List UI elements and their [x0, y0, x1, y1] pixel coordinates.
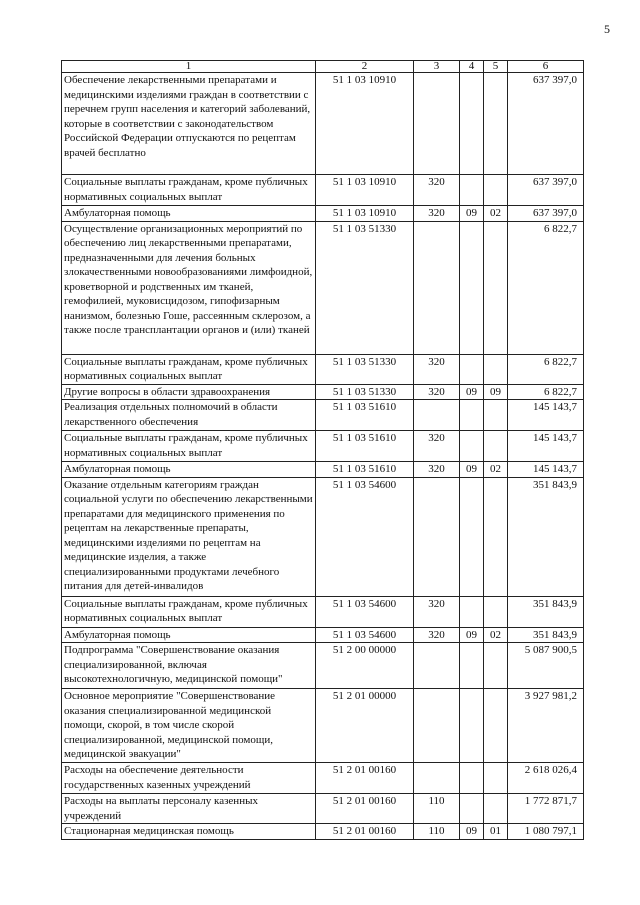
row-sum: 145 143,7	[508, 462, 584, 478]
row-sum: 1 080 797,1	[508, 824, 584, 840]
row-sum: 145 143,7	[508, 431, 584, 462]
row-pr	[484, 354, 508, 384]
row-sum: 637 397,0	[508, 175, 584, 206]
row-rz	[460, 763, 484, 794]
row-vr	[414, 221, 460, 354]
row-name: Другие вопросы в области здравоохранения	[62, 384, 316, 400]
row-rz	[460, 794, 484, 824]
row-pr	[484, 175, 508, 206]
row-name: Оказание отдельным категориям граждан социальной услуги по обеспечению лекарственными препаратами для медицинского применения по рецептам на лекарственные препараты, медицинскими изделиями по рецептам на медицинские изделия, а также специализированными продуктами лечебного питания для детей-инвалидов	[62, 477, 316, 596]
row-csr: 51 2 01 00000	[316, 689, 414, 763]
row-rz: 09	[460, 384, 484, 400]
row-sum: 5 087 900,5	[508, 643, 584, 689]
row-csr: 51 1 03 10910	[316, 175, 414, 206]
row-pr	[484, 73, 508, 175]
row-name: Расходы на выплаты персоналу казенных учреждений	[62, 794, 316, 824]
row-pr	[484, 400, 508, 431]
row-name: Расходы на обеспечение деятельности государственных казенных учреждений	[62, 763, 316, 794]
row-rz	[460, 596, 484, 627]
row-pr: 02	[484, 627, 508, 643]
row-rz: 09	[460, 627, 484, 643]
row-pr: 01	[484, 824, 508, 840]
row-name: Социальные выплаты гражданам, кроме публичных нормативных социальных выплат	[62, 354, 316, 384]
row-pr	[484, 763, 508, 794]
row-rz: 09	[460, 462, 484, 478]
row-rz	[460, 73, 484, 175]
row-vr	[414, 763, 460, 794]
row-sum: 6 822,7	[508, 384, 584, 400]
row-rz: 09	[460, 824, 484, 840]
row-pr: 02	[484, 462, 508, 478]
row-rz	[460, 643, 484, 689]
row-vr: 320	[414, 384, 460, 400]
col-header-5: 5	[484, 61, 508, 73]
row-csr: 51 1 03 51330	[316, 384, 414, 400]
row-sum: 2 618 026,4	[508, 763, 584, 794]
row-rz	[460, 400, 484, 431]
row-vr: 320	[414, 462, 460, 478]
row-name: Амбулаторная помощь	[62, 627, 316, 643]
row-sum: 3 927 981,2	[508, 689, 584, 763]
row-name: Реализация отдельных полномочий в области лекарственного обеспечения	[62, 400, 316, 431]
row-pr	[484, 596, 508, 627]
col-header-6: 6	[508, 61, 584, 73]
row-sum: 637 397,0	[508, 206, 584, 222]
table-row	[62, 221, 584, 354]
row-sum: 1 772 871,7	[508, 794, 584, 824]
row-vr	[414, 400, 460, 431]
row-name: Подпрограмма "Совершенствование оказания специализированной, включая высокотехнологичную, медицинской помощи"	[62, 643, 316, 689]
table-row	[62, 643, 584, 689]
row-vr: 110	[414, 794, 460, 824]
table-row	[62, 354, 584, 384]
row-csr: 51 2 01 00160	[316, 824, 414, 840]
row-csr: 51 1 03 54600	[316, 627, 414, 643]
row-vr	[414, 477, 460, 596]
row-sum: 6 822,7	[508, 354, 584, 384]
table-row	[62, 824, 584, 840]
row-name: Социальные выплаты гражданам, кроме публичных нормативных социальных выплат	[62, 596, 316, 627]
col-header-4: 4	[460, 61, 484, 73]
row-name: Социальные выплаты гражданам, кроме публичных нормативных социальных выплат	[62, 175, 316, 206]
row-rz	[460, 431, 484, 462]
row-csr: 51 1 03 10910	[316, 206, 414, 222]
row-vr	[414, 73, 460, 175]
table-row	[62, 175, 584, 206]
row-vr: 110	[414, 824, 460, 840]
row-csr: 51 2 01 00160	[316, 794, 414, 824]
row-rz	[460, 477, 484, 596]
row-vr: 320	[414, 431, 460, 462]
row-rz	[460, 221, 484, 354]
table-row	[62, 400, 584, 431]
row-csr: 51 2 00 00000	[316, 643, 414, 689]
row-csr: 51 2 01 00160	[316, 763, 414, 794]
row-rz: 09	[460, 206, 484, 222]
row-name: Основное мероприятие "Совершенствование оказания специализированной медицинской помощи, скорой, в том числе скорой специализированной, медицинской помощи, медицинской эвакуации"	[62, 689, 316, 763]
row-vr: 320	[414, 354, 460, 384]
row-sum: 6 822,7	[508, 221, 584, 354]
table-row	[62, 477, 584, 596]
row-rz	[460, 175, 484, 206]
row-sum: 351 843,9	[508, 596, 584, 627]
row-vr: 320	[414, 627, 460, 643]
row-name: Стационарная медицинская помощь	[62, 824, 316, 840]
table-row	[62, 689, 584, 763]
table-row	[62, 206, 584, 222]
table-row	[62, 73, 584, 175]
row-csr: 51 1 03 51610	[316, 400, 414, 431]
col-header-1: 1	[62, 61, 316, 73]
table-row	[62, 384, 584, 400]
row-csr: 51 1 03 51610	[316, 431, 414, 462]
row-vr	[414, 643, 460, 689]
row-csr: 51 1 03 51330	[316, 354, 414, 384]
header-row	[62, 61, 584, 73]
row-vr: 320	[414, 206, 460, 222]
row-vr	[414, 689, 460, 763]
row-pr	[484, 643, 508, 689]
row-pr	[484, 477, 508, 596]
row-csr: 51 1 03 51610	[316, 462, 414, 478]
table-row	[62, 596, 584, 627]
row-pr	[484, 794, 508, 824]
row-csr: 51 1 03 54600	[316, 596, 414, 627]
row-name: Обеспечение лекарственными препаратами и медицинскими изделиями граждан в соответствии с перечнем групп населения и категорий заболеваний, которые в соответствии с законодательством Российской Федерации отпускаются по рецептам врачей бесплатно	[62, 73, 316, 175]
row-pr: 09	[484, 384, 508, 400]
row-rz	[460, 689, 484, 763]
row-csr: 51 1 03 54600	[316, 477, 414, 596]
page-number: 5	[604, 22, 610, 36]
col-header-3: 3	[414, 61, 460, 73]
row-name: Осуществление организационных мероприятий по обеспечению лиц лекарственными препаратами, предназначенными для лечения больных злокачественными новообразованиями лимфоидной, кроветворной и родственных им тканей, гемофилией, муковисцидозом, гипофизарным нанизмом, болезнью Гоше, рассеянным склерозом, а также после трансплантации органов и (или) тканей	[62, 221, 316, 354]
row-pr	[484, 689, 508, 763]
row-pr	[484, 431, 508, 462]
col-header-2: 2	[316, 61, 414, 73]
row-name: Социальные выплаты гражданам, кроме публичных нормативных социальных выплат	[62, 431, 316, 462]
row-vr: 320	[414, 596, 460, 627]
row-sum: 351 843,9	[508, 477, 584, 596]
row-rz	[460, 354, 484, 384]
table-row	[62, 462, 584, 478]
table-row	[62, 431, 584, 462]
row-vr: 320	[414, 175, 460, 206]
row-name: Амбулаторная помощь	[62, 206, 316, 222]
table-row	[62, 763, 584, 794]
row-csr: 51 1 03 10910	[316, 73, 414, 175]
row-csr: 51 1 03 51330	[316, 221, 414, 354]
budget-table	[61, 60, 584, 840]
row-sum: 351 843,9	[508, 627, 584, 643]
table-row	[62, 794, 584, 824]
row-name: Амбулаторная помощь	[62, 462, 316, 478]
row-pr: 02	[484, 206, 508, 222]
row-sum: 145 143,7	[508, 400, 584, 431]
row-sum: 637 397,0	[508, 73, 584, 175]
table-row	[62, 627, 584, 643]
row-pr	[484, 221, 508, 354]
